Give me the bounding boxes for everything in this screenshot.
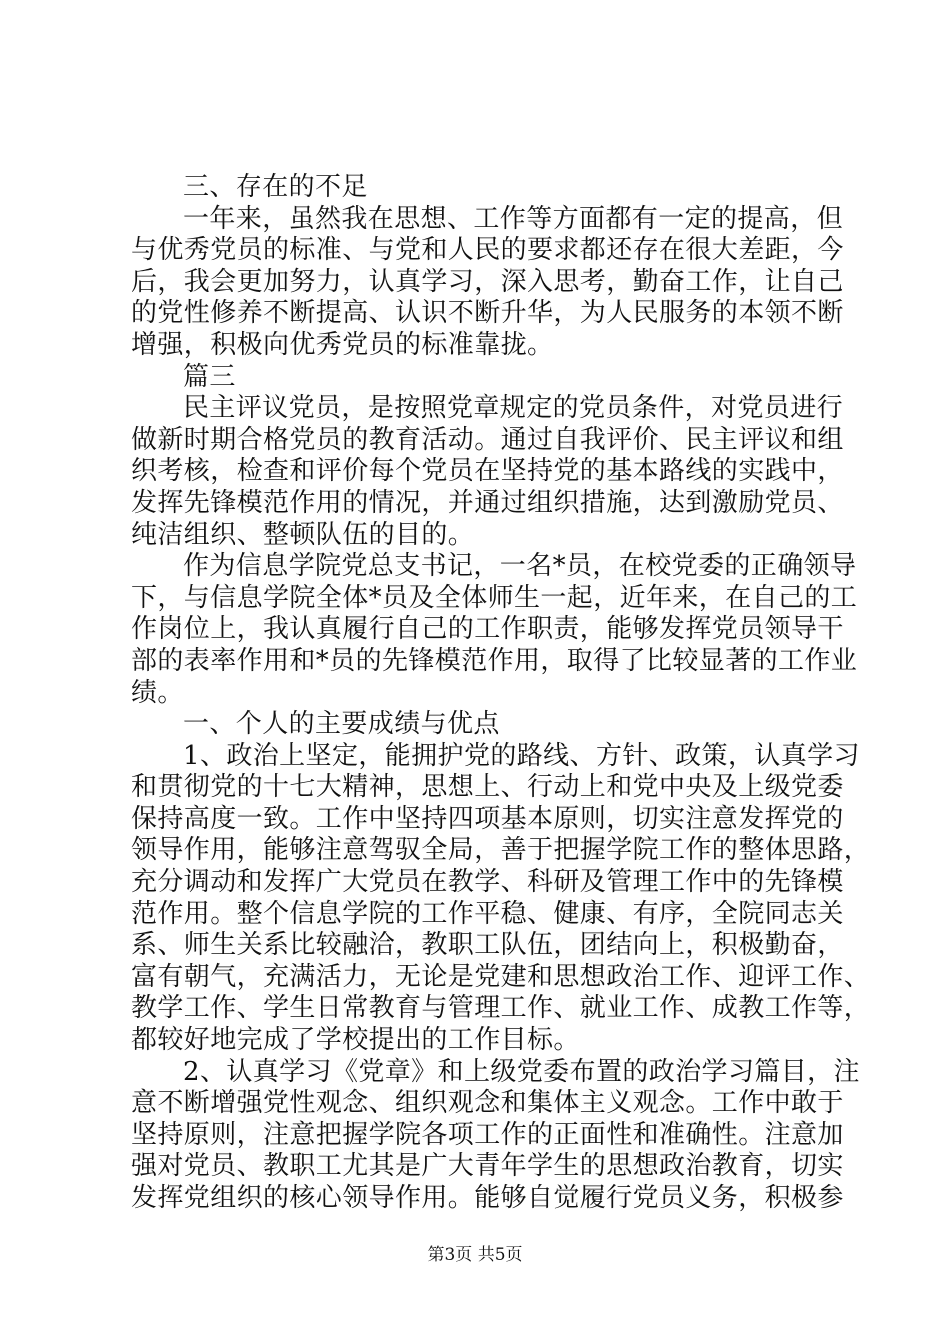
text-line: 意不断增强党性观念、组织观念和集体主义观念。工作中敢于 [131,1088,844,1119]
text-line: 做新时期合格党员的教育活动。通过自我评价、民主评议和组 [131,424,844,455]
text-line: 保持高度一致。工作中坚持四项基本原则，切实注意发挥党的 [131,803,844,834]
text-line: 三、存在的不足 [183,172,368,202]
text-line: 和贯彻党的十七大精神，思想上、行动上和党中央及上级党委 [131,772,844,803]
text-line: 绩。 [131,677,184,708]
text-line: 发挥党组织的核心领导作用。能够自觉履行党员义务，积极参 [131,1183,844,1213]
text-line: 强对党员、教职工尤其是广大青年学生的思想政治教育，切实 [131,1151,844,1182]
document-body [131,172,871,1215]
text-line: 系、师生关系比较融洽，教职工队伍，团结向上，积极勤奋， [131,930,844,961]
page-footer [0,1244,950,1266]
text-line: 2、认真学习《党章》和上级党委布置的政治学习篇目，注 [183,1056,860,1087]
text-line: 织考核，检查和评价每个党员在坚持党的基本路线的实践中， [131,456,844,487]
text-line: 作岗位上，我认真履行自己的工作职责，能够发挥党员领导干 [131,614,844,645]
text-line: 都较好地完成了学校提出的工作目标。 [131,1025,580,1056]
text-line: 一、个人的主要成绩与优点 [183,709,500,740]
text-line: 篇三 [183,361,236,392]
text-line: 一年来，虽然我在思想、工作等方面都有一定的提高，但 [183,203,844,234]
page-number-label: 第3页 共5页 [427,1245,523,1265]
text-line: 作为信息学院党总支书记，一名*员，在校党委的正确领导 [183,551,857,582]
text-line: 增强，积极向优秀党员的标准靠拢。 [131,329,554,360]
text-line: 民主评议党员，是按照党章规定的党员条件，对党员进行 [183,393,844,424]
text-line: 富有朝气，充满活力，无论是党建和思想政治工作、迎评工作、 [131,961,871,992]
text-line: 充分调动和发挥广大党员在教学、科研及管理工作中的先锋模 [131,867,844,898]
text-line: 领导作用，能够注意驾驭全局，善于把握学院工作的整体思路， [131,835,871,866]
text-line: 纯洁组织、整顿队伍的目的。 [131,519,475,550]
text-line: 部的表率作用和*员的先锋模范作用，取得了比较显著的工作业 [131,645,858,676]
text-line: 范作用。整个信息学院的工作平稳、健康、有序，全院同志关 [131,898,844,929]
text-line: 下，与信息学院全体*员及全体师生一起，近年来，在自己的工 [131,582,858,613]
text-line: 教学工作、学生日常教育与管理工作、就业工作、成教工作等， [131,993,871,1024]
text-line: 1、政治上坚定，能拥护党的路线、方针、政策，认真学习 [183,740,860,771]
text-line: 发挥先锋模范作用的情况，并通过组织措施，达到激励党员、 [131,487,844,518]
text-line: 后，我会更加努力，认真学习，深入思考，勤奋工作，让自己 [131,266,844,297]
text-line: 的党性修养不断提高、认识不断升华，为人民服务的本领不断 [131,298,844,329]
text-line: 与优秀党员的标准、与党和人民的要求都还存在很大差距，今 [131,235,844,266]
text-line: 坚持原则，注意把握学院各项工作的正面性和准确性。注意加 [131,1119,844,1150]
